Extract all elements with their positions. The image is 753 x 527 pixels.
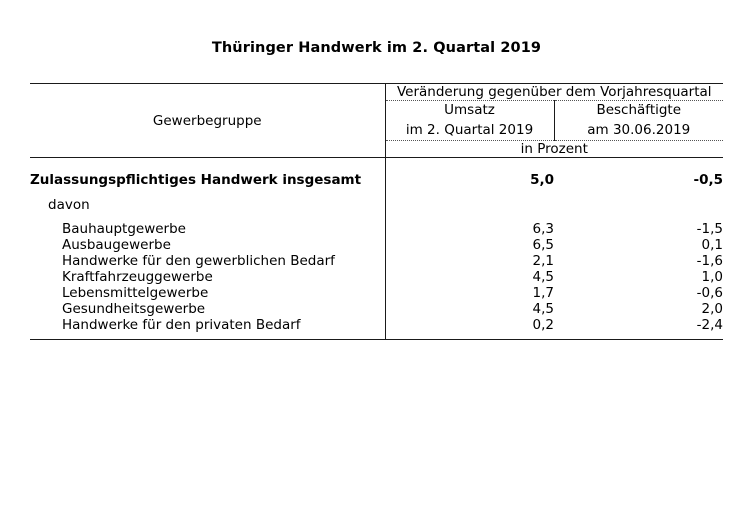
page-title: Thüringer Handwerk im 2. Quartal 2019 [211,40,542,56]
table-row-total [30,158,723,195]
table-bottom-rule [30,340,723,341]
column-header-umsatz-line1: Umsatz [444,102,495,118]
table-row [30,215,723,237]
column-header-span: Veränderung gegenüber dem Vorjahresquartal [385,84,723,101]
row-label: Gesundheitsgewerbe [30,301,385,317]
row-value-beschaeftigte: 2,0 [701,301,724,318]
row-value-total-umsatz: 5,0 [385,158,554,195]
row-value-umsatz: 0,2 [532,317,554,334]
row-label: Ausbaugewerbe [30,237,385,253]
table-row-davon [30,194,723,215]
row-label: Bauhauptgewerbe [30,215,385,237]
column-header-unit: in Prozent [520,141,588,158]
table-container [30,56,723,340]
row-value-umsatz: 6,3 [532,221,554,238]
column-header-beschaeftigte [554,101,723,141]
row-label-total: Zulassungspflichtiges Handwerk insgesamt [30,158,385,195]
column-header-umsatz-line2: im 2. Quartal 2019 [405,121,534,138]
row-value-davon-umsatz [385,194,554,215]
column-header-umsatz [385,101,554,141]
row-value-umsatz: 4,5 [532,269,554,286]
row-value-umsatz: 2,1 [532,253,554,270]
row-value-beschaeftigte: 0,1 [701,237,724,254]
table-row [30,237,723,253]
row-value-umsatz: 6,5 [532,237,554,254]
row-value-beschaeftigte: -0,6 [696,285,724,302]
document-page [0,40,753,527]
table-bottom-cell [385,340,554,341]
table-row [30,317,723,333]
table-bottom-cell [30,340,385,341]
row-value-beschaeftigte: -2,4 [696,317,724,334]
column-header-beschaeftigte-line1: Beschäftigte [596,102,682,118]
table-header-rule-top [30,84,723,101]
row-label: Kraftfahrzeuggewerbe [30,269,385,285]
row-label: Handwerke für den gewerblichen Bedarf [30,253,385,269]
table-row [30,269,723,285]
table-row [30,301,723,317]
row-value-beschaeftigte: -1,6 [696,253,724,270]
row-value-total-beschaeftigte: -0,5 [554,158,723,195]
column-header-gewerbegruppe: Gewerbegruppe [30,84,385,158]
column-header-beschaeftigte-line2: am 30.06.2019 [587,121,691,138]
row-label: Lebensmittelgewerbe [30,285,385,301]
row-value-beschaeftigte: -1,5 [696,221,724,238]
row-value-beschaeftigte: 1,0 [701,269,724,286]
row-label: Handwerke für den privaten Bedarf [30,317,385,333]
table-row [30,285,723,301]
statistics-table [30,83,723,340]
row-value-umsatz: 1,7 [532,285,554,302]
row-label-davon: davon [30,194,385,215]
table-row [30,253,723,269]
row-value-davon-beschaeftigte [554,194,723,215]
row-value-umsatz: 4,5 [532,301,554,318]
table-bottom-cell [554,340,723,341]
